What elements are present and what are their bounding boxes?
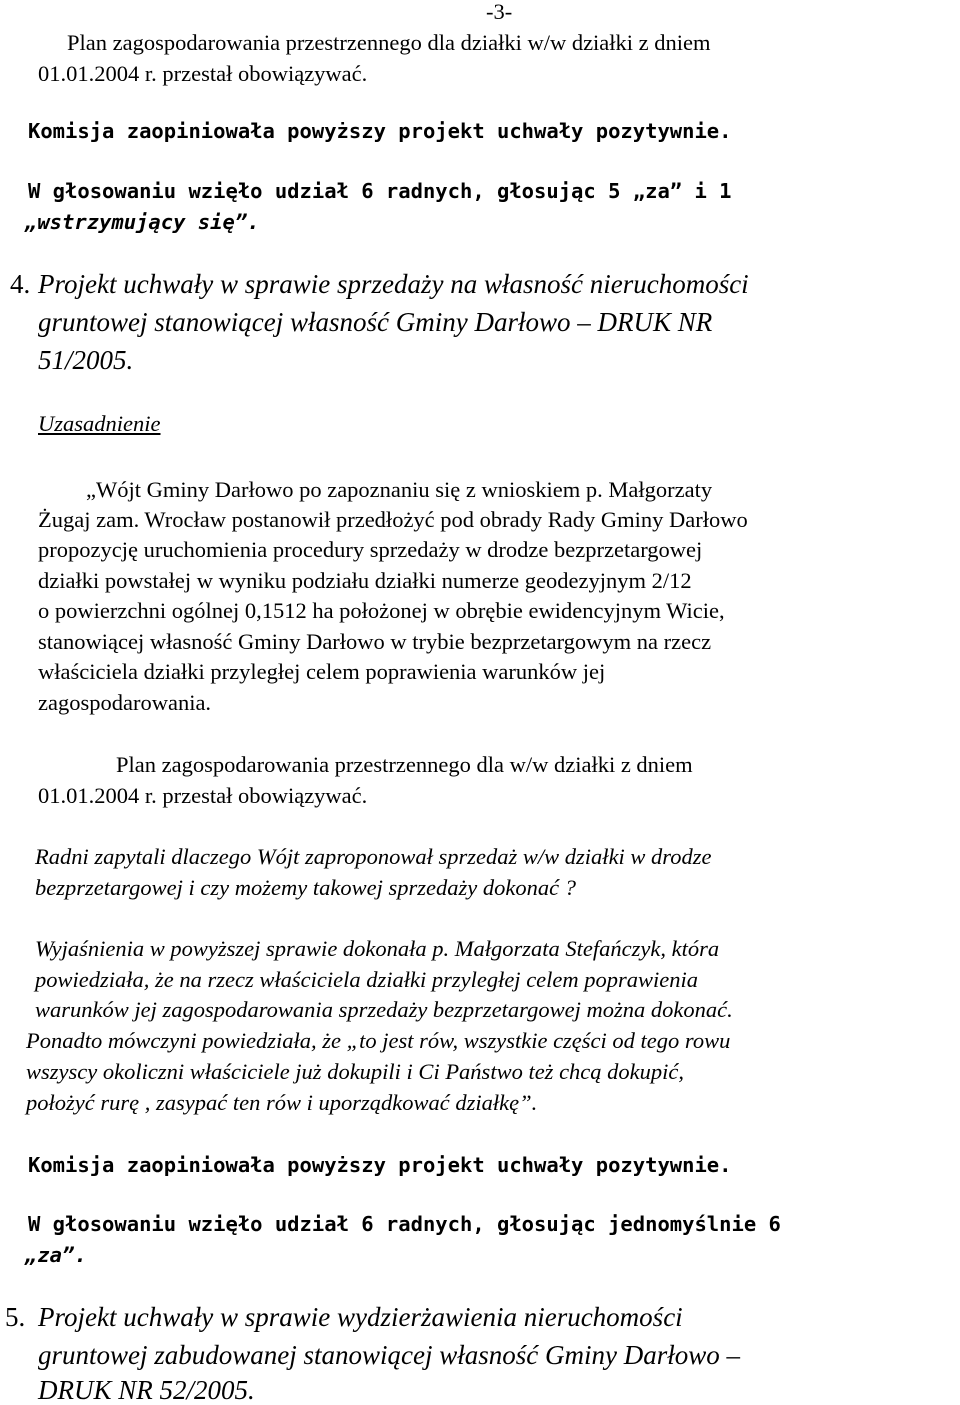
item-4-title-line-2: gruntowej stanowiącej własność Gminy Darłowo – DRUK NR	[38, 307, 713, 337]
justification-line-3: propozycję uruchomienia procedury sprzedaży w drodze bezprzetargowej	[38, 537, 703, 562]
vote-result-1-line-2: „wstrzymujący się”.	[25, 210, 260, 234]
item-4-number: 4.	[10, 269, 31, 299]
vote-result-2-line-1: W głosowaniu wzięło udział 6 radnych, głosując jednomyślnie 6	[28, 1212, 781, 1236]
explanation-line-1: Wyjaśnienia w powyższej sprawie dokonała p. Małgorzata Stefańczyk, która	[35, 936, 720, 961]
item-4-title-line-1: Projekt uchwały w sprawie sprzedaży na własność nieruchomości	[38, 269, 749, 299]
explanation-line-4: Ponadto mówczyni powiedziała, że „to jest rów, wszystkie części od tego rowu	[26, 1028, 731, 1053]
justification-line-7: właściciela działki przyległej celem poprawienia warunków jej	[38, 659, 606, 684]
justification-line-1: „Wójt Gminy Darłowo po zapoznaniu się z wnioskiem p. Małgorzaty	[86, 477, 713, 502]
explanation-line-6: położyć rurę , zasypać ten rów i uporządkować działkę”.	[26, 1090, 538, 1115]
item-4-title-line-3: 51/2005.	[38, 345, 134, 375]
page-number: -3-	[486, 0, 513, 24]
item-5-title-line-2: gruntowej zabudowanej stanowiącej własność Gminy Darłowo –	[38, 1340, 740, 1370]
intro-line-2: 01.01.2004 r. przestał obowiązywać.	[38, 61, 368, 86]
commission-opinion-2: Komisja zaopiniowała powyższy projekt uchwały pozytywnie.	[28, 1153, 732, 1177]
commission-opinion-1: Komisja zaopiniowała powyższy projekt uchwały pozytywnie.	[28, 119, 732, 143]
plan-note-line-2: 01.01.2004 r. przestał obowiązywać.	[38, 783, 368, 808]
explanation-line-5: wszyscy okoliczni właściciele już dokupili i Ci Państwo też chcą dokupić,	[26, 1059, 685, 1084]
explanation-line-3: warunków jej zagospodarowania sprzedaży bezprzetargowej można dokonać.	[35, 997, 733, 1022]
justification-line-5: o powierzchni ogólnej 0,1512 ha położonej w obrębie ewidencyjnym Wicie,	[38, 598, 725, 623]
explanation-line-2: powiedziała, że na rzecz właściciela działki przyległej celem poprawienia	[35, 967, 699, 992]
vote-result-2-line-2: „za”.	[25, 1243, 87, 1267]
councillors-question-line-2: bezprzetargowej i czy możemy takowej sprzedaży dokonać ?	[35, 875, 576, 900]
councillors-question-line-1: Radni zapytali dlaczego Wójt zaproponował sprzedaż w/w działki w drodze	[35, 844, 712, 869]
justification-line-4: działki powstałej w wyniku podziału działki numerze geodezyjnym 2/12	[38, 568, 692, 593]
intro-line-1: Plan zagospodarowania przestrzennego dla działki w/w działki z dniem	[67, 30, 711, 55]
justification-line-6: stanowiącej własność Gminy Darłowo w trybie bezprzetargowym na rzecz	[38, 629, 712, 654]
item-5-title-line-3: DRUK NR 52/2005.	[38, 1375, 255, 1405]
item-5-number: 5.	[5, 1302, 26, 1332]
justification-line-8: zagospodarowania.	[38, 690, 212, 715]
justification-heading: Uzasadnienie	[38, 411, 161, 436]
justification-line-2: Żugaj zam. Wrocław postanowił przedłożyć pod obrady Rady Gminy Darłowo	[38, 507, 748, 532]
plan-note-line-1: Plan zagospodarowania przestrzennego dla w/w działki z dniem	[116, 752, 693, 777]
item-5-title-line-1: Projekt uchwały w sprawie wydzierżawienia nieruchomości	[38, 1302, 683, 1332]
vote-result-1-line-1: W głosowaniu wzięło udział 6 radnych, głosując 5 „za” i 1	[28, 179, 732, 203]
